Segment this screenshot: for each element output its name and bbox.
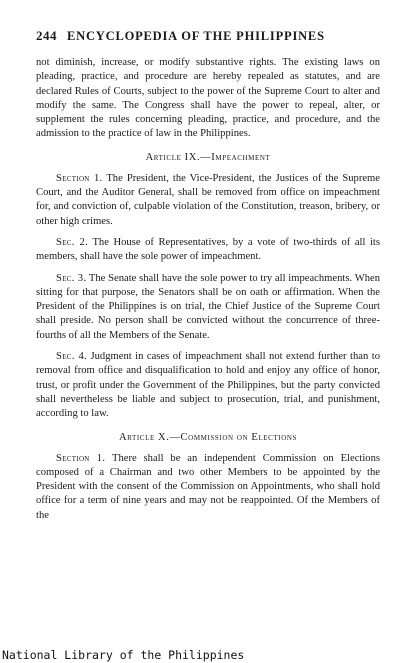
- section-label: Sec. 4.: [56, 351, 88, 363]
- page-number: 244: [36, 28, 57, 43]
- article-ix-section-2: [36, 236, 380, 265]
- article-x-section-1: [36, 452, 380, 523]
- section-label: Section 1.: [56, 172, 103, 184]
- library-credit: National Library of the Philippines: [2, 648, 245, 662]
- opening-paragraph: not diminish, increase, or modify substantive rights. The existing laws on pleading, practice, and procedure are hereby repealed as statutes, and are declared Rules of Courts, subject to the power of the Supreme Court to alter and modify the same. The Congress shall have the power to repeal, alter, or supplement the rules concerning pleading, practice, and procedure, and the admission to the practice of law in the Philippines.: [36, 57, 380, 140]
- section-text: Judgment in cases of impeachment shall not extend further than to removal from office and disqualification to hold and enjoy any office of honor, trust, or profit under the Government of the Philippines, but the party convicted shall nevertheless be liable and subject to prosecution, trial, and punishment, according to law.: [36, 351, 380, 420]
- running-title: ENCYCLOPEDIA OF THE PHILIPPINES: [67, 29, 325, 43]
- running-head: [36, 28, 380, 56]
- section-label: Section 1.: [56, 452, 106, 464]
- article-ix-section-1: [36, 172, 380, 229]
- section-text: The President, the Vice-President, the Justices of the Supreme Court, and the Auditor General, shall be removed from office on impeachment for, and conviction of, culpable violation of the Constitution, treason, bribery, or other high crimes.: [36, 172, 380, 227]
- article-ix-section-4: [36, 350, 380, 421]
- section-text: There shall be an independent Commission on Elections composed of a Chairman and two other Members to be appointed by the President with the consent of the Commission on Appointments, who shall hold office for a term of nine years and may not be reappointed. Of the Members of the: [36, 452, 381, 521]
- section-label: Sec. 3.: [56, 272, 87, 284]
- section-text: The Senate shall have the sole power to try all impeachments. When sitting for that purpose, the Senators shall be on oath or affirmation. When the President of the Philippines is on trial, the Chief Justice of the Supreme Court shall preside. No person shall be convicted without the concurrence of three-fourths of all the Members of the Senate.: [36, 272, 380, 341]
- section-label: Sec. 2.: [56, 236, 89, 248]
- article-x-heading: Article X.—Commission on Elections: [118, 431, 298, 443]
- article-ix-section-3: [36, 272, 380, 343]
- section-text: The House of Representatives, by a vote of two-thirds of all its members, shall have the sole power of impeachment.: [36, 236, 380, 263]
- book-page: [36, 28, 380, 523]
- article-ix-heading: Article IX.—Impeachment: [145, 151, 271, 163]
